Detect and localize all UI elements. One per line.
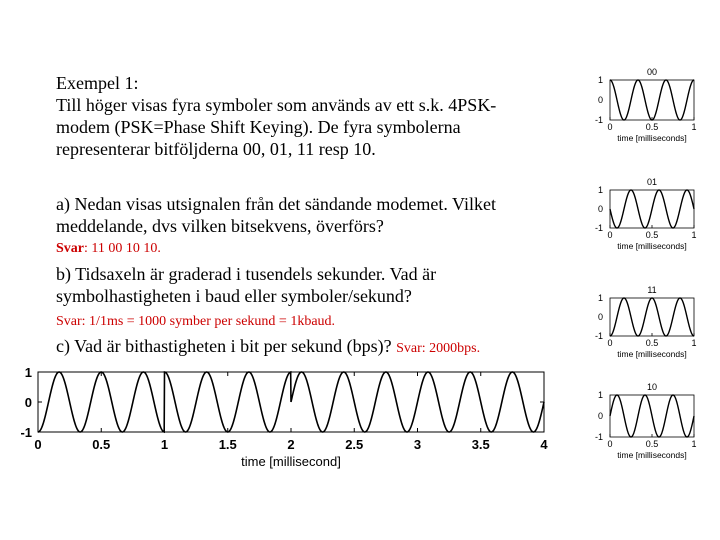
main-x-tick-label: 0: [34, 437, 42, 452]
main-x-tick-label: 2.5: [345, 437, 364, 452]
main-x-tick-label: 1: [160, 437, 169, 452]
symbol-y-tick-label: 0: [597, 204, 603, 214]
symbol-x-axis-label: time [milliseconds]: [617, 133, 687, 143]
question-b-line-1: b) Tidsaxeln är graderad i tusendels sekunder. Vad är: [56, 264, 437, 284]
symbol-x-tick-label: 0.5: [645, 338, 659, 348]
symbol-y-tick-label: 1: [597, 293, 603, 303]
symbol-y-tick-label: 1: [597, 75, 603, 85]
symbol-y-tick-label: 0: [597, 95, 603, 105]
symbol-signal-line: [610, 298, 694, 336]
main-x-tick-label: 2: [287, 437, 295, 452]
main-y-tick-label: -1: [20, 425, 32, 440]
main-x-tick-label: 1.5: [218, 437, 237, 452]
symbol-x-axis-label: time [milliseconds]: [617, 349, 687, 359]
answer-a-value: : 11 00 10 10.: [84, 241, 161, 256]
answer-a-label: Svar: [56, 241, 84, 256]
symbol-chart-01: [595, 177, 697, 251]
intro-line-2: modem (PSK=Phase Shift Keying). De fyra symbolerna: [56, 117, 461, 137]
symbol-x-tick-label: 0.5: [645, 439, 659, 449]
main-y-tick-label: 0: [24, 395, 32, 410]
symbol-x-tick-label: 0: [607, 230, 613, 240]
symbol-x-tick-label: 0: [607, 338, 613, 348]
answer-b: Svar: 1/1ms = 1000 symber per sekund = 1kbaud.: [56, 314, 336, 329]
question-a-line-2: meddelande, dvs vilken bitsekvens, överförs?: [56, 216, 384, 236]
symbol-x-tick-label: 1: [691, 230, 697, 240]
main-y-tick-label: 1: [24, 365, 32, 380]
symbol-x-tick-label: 0.5: [645, 230, 659, 240]
symbol-signal-line: [610, 395, 694, 437]
symbol-x-tick-label: 1: [691, 439, 697, 449]
symbol-chart-11: [595, 285, 697, 359]
intro-line-1: Till höger visas fyra symboler som används av ett s.k. 4PSK-: [56, 95, 497, 115]
symbol-x-tick-label: 1: [691, 338, 697, 348]
question-a-line-1: a) Nedan visas utsignalen från det sändande modemet. Vilket: [56, 194, 496, 214]
symbol-y-tick-label: -1: [594, 331, 603, 341]
main-x-tick-label: 4: [540, 437, 548, 452]
main-x-tick-label: 0.5: [92, 437, 111, 452]
symbol-y-tick-label: 1: [597, 390, 603, 400]
answer-c: Svar: 2000bps.: [396, 341, 481, 356]
main-x-axis-label: time [millisecond]: [241, 454, 341, 469]
symbol-y-tick-label: 0: [597, 411, 603, 421]
question-c-text: c) Vad är bithastigheten i bit per sekund (bps)?: [56, 336, 392, 356]
symbol-x-tick-label: 0: [607, 122, 613, 132]
symbol-x-axis-label: time [milliseconds]: [617, 450, 687, 460]
symbol-plot-frame: [610, 298, 694, 336]
example-title: Exempel 1:: [56, 73, 139, 93]
main-x-tick-label: 3: [413, 437, 422, 452]
symbol-chart-10: [595, 382, 697, 460]
symbol-chart-title: 10: [646, 382, 658, 392]
symbol-x-axis-label: time [milliseconds]: [617, 241, 687, 251]
symbol-chart-00: [595, 67, 697, 143]
symbol-plot-frame: [610, 80, 694, 120]
symbol-y-tick-label: 1: [597, 185, 603, 195]
symbol-chart-title: 01: [646, 177, 658, 187]
question-b-line-2: symbolhastigheten i baud eller symboler/sekund?: [56, 286, 412, 306]
symbol-y-tick-label: -1: [594, 115, 603, 125]
symbol-x-tick-label: 1: [691, 122, 697, 132]
intro-line-3: representerar bitföljderna 00, 01, 11 resp 10.: [56, 139, 376, 159]
symbol-x-tick-label: 0: [607, 439, 613, 449]
symbol-chart-title: 00: [646, 67, 658, 77]
symbol-signal-line: [610, 80, 694, 120]
main-x-tick-label: 3.5: [471, 437, 490, 452]
symbol-y-tick-label: -1: [594, 223, 603, 233]
symbol-y-tick-label: -1: [594, 432, 603, 442]
symbol-x-tick-label: 0.5: [645, 122, 659, 132]
symbol-signal-line: [610, 190, 694, 228]
symbol-chart-title: 11: [647, 285, 657, 295]
symbol-y-tick-label: 0: [597, 312, 603, 322]
